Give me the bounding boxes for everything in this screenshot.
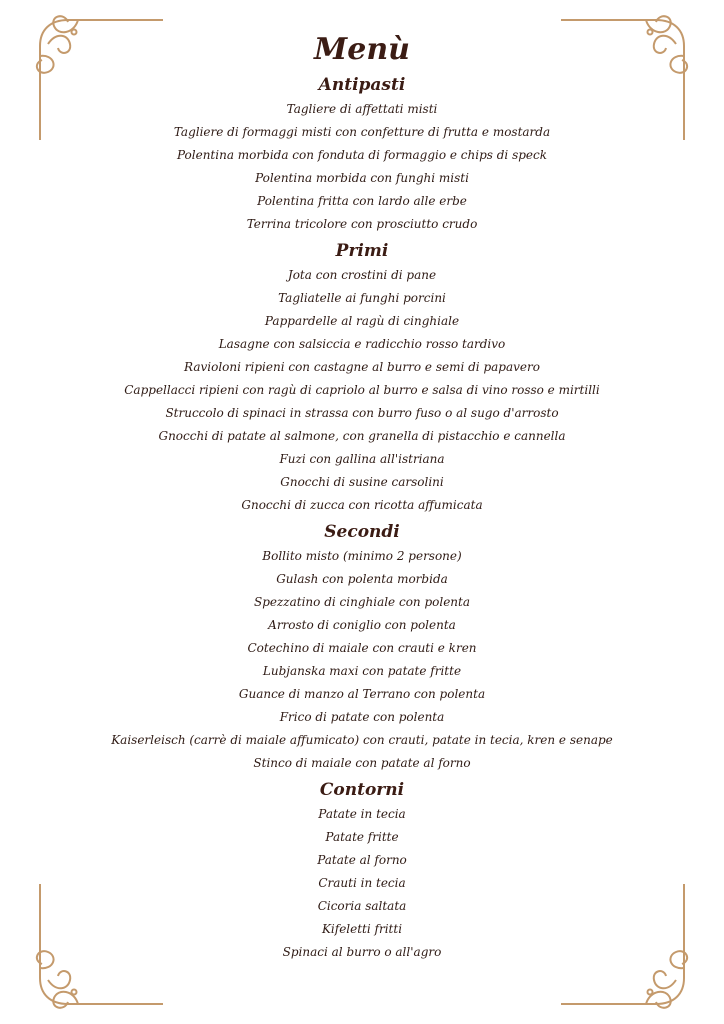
section-primi <box>0 240 724 517</box>
dish-item: Gnocchi di zucca con ricotta affumicata <box>241 498 483 512</box>
section-contorni <box>0 779 724 964</box>
dish-item: Arrosto di coniglio con polenta <box>268 618 456 632</box>
dish-item: Polentina morbida con funghi misti <box>255 171 469 185</box>
dish-list <box>0 264 724 517</box>
dish-item: Cappellacci ripieni con ragù di capriolo al burro e salsa di vino rosso e mirtilli <box>124 383 600 397</box>
section-title: Antipasti <box>318 75 406 95</box>
dish-item: Spinaci al burro o all'agro <box>282 945 442 959</box>
dish-item: Patate fritte <box>325 830 399 844</box>
section-secondi <box>0 521 724 775</box>
dish-item: Gulash con polenta morbida <box>276 572 448 586</box>
dish-item: Terrina tricolore con prosciutto crudo <box>246 217 478 231</box>
dish-item: Tagliere di formaggi misti con confetture di frutta e mostarda <box>173 125 551 139</box>
dish-item: Spezzatino di cinghiale con polenta <box>253 595 471 609</box>
section-antipasti <box>0 74 724 236</box>
dish-item: Lasagne con salsiccia e radicchio rosso tardivo <box>218 337 506 351</box>
dish-item: Tagliere di affettati misti <box>286 102 438 116</box>
dish-list <box>0 545 724 775</box>
dish-item: Bollito misto (minimo 2 persone) <box>262 549 462 563</box>
menu-title: Menù <box>314 32 410 67</box>
dish-item: Kifeletti fritti <box>321 922 403 936</box>
dish-item: Cicoria saltata <box>317 899 407 913</box>
dish-item: Pappardelle al ragù di cinghiale <box>264 314 460 328</box>
dish-item: Gnocchi di susine carsolini <box>280 475 444 489</box>
dish-item: Struccolo di spinaci in strassa con burro fuso o al sugo d'arrosto <box>165 406 559 420</box>
dish-item: Gnocchi di patate al salmone, con granella di pistacchio e cannella <box>158 429 566 443</box>
dish-item: Guance di manzo al Terrano con polenta <box>238 687 486 701</box>
dish-item: Kaiserleisch (carrè di maiale affumicato) con crauti, patate in tecia, kren e senape <box>111 733 613 747</box>
dish-item: Tagliatelle ai funghi porcini <box>278 291 446 305</box>
dish-item: Patate al forno <box>317 853 407 867</box>
dish-list <box>0 803 724 964</box>
dish-item: Fuzi con gallina all'istriana <box>279 452 445 466</box>
dish-item: Cotechino di maiale con crauti e kren <box>247 641 477 655</box>
dish-item: Stinco di maiale con patate al forno <box>253 756 471 770</box>
section-title: Contorni <box>319 780 405 800</box>
dish-list <box>0 98 724 236</box>
dish-item: Patate in tecia <box>318 807 406 821</box>
dish-item: Frico di patate con polenta <box>279 710 445 724</box>
dish-item: Polentina morbida con fonduta di formaggio e chips di speck <box>176 148 548 162</box>
section-title: Secondi <box>324 522 400 542</box>
dish-item: Polentina fritta con lardo alle erbe <box>257 194 467 208</box>
section-title: Primi <box>335 241 389 261</box>
dish-item: Ravioloni ripieni con castagne al burro e semi di papavero <box>184 360 540 374</box>
dish-item: Crauti in tecia <box>318 876 406 890</box>
dish-item: Jota con crostini di pane <box>287 268 437 282</box>
dish-item: Lubjanska maxi con patate fritte <box>262 664 462 678</box>
menu-content <box>0 30 724 964</box>
